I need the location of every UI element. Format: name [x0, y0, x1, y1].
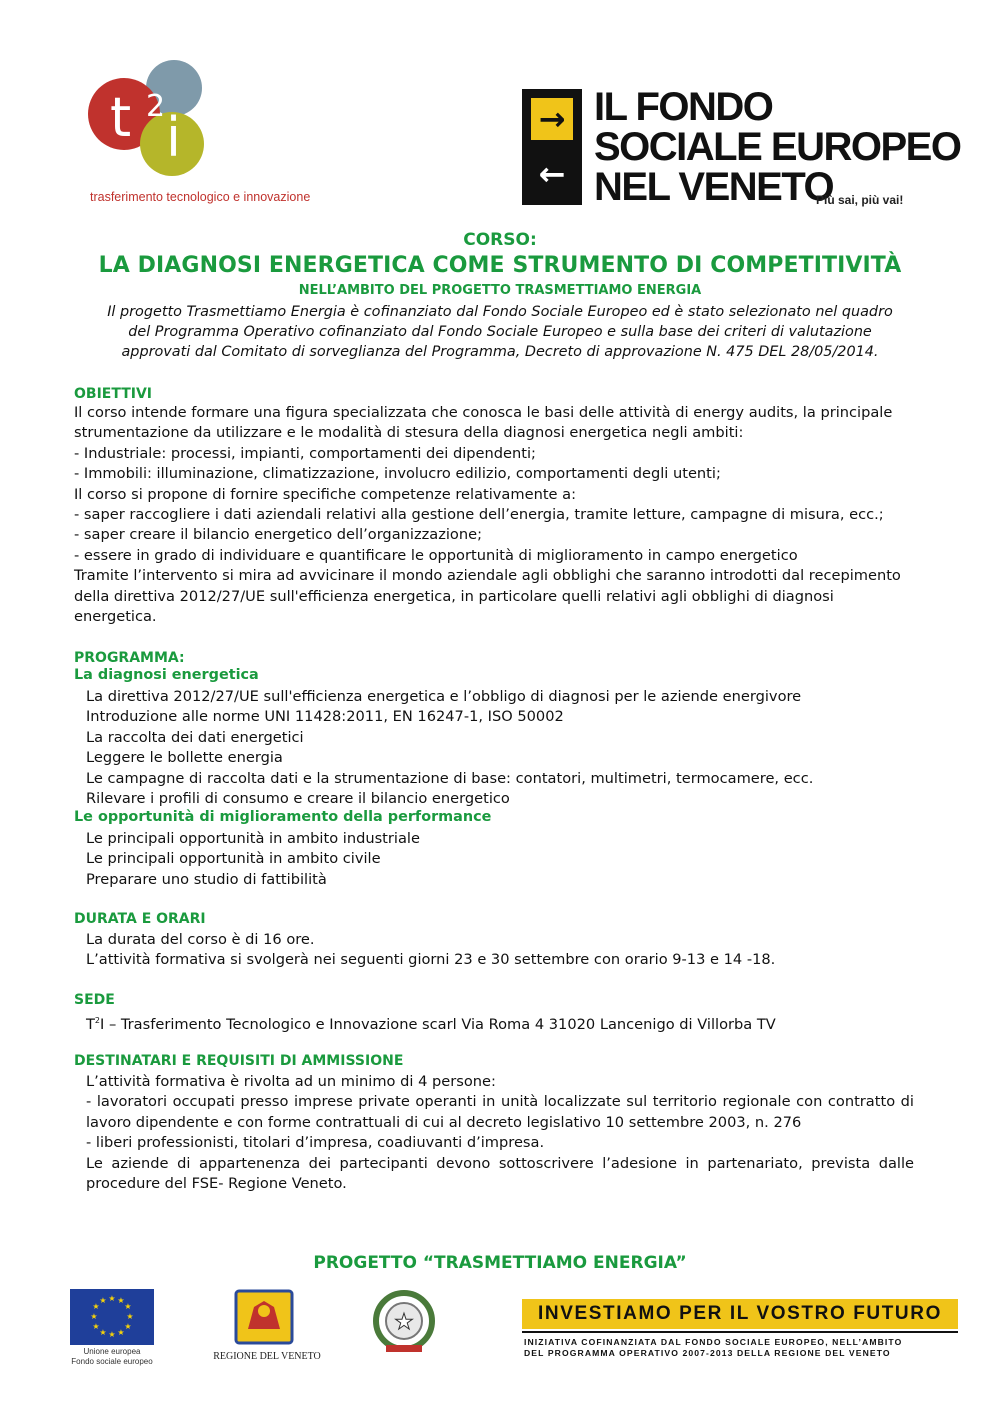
durata-line: L’attività formativa si svolgerà nei seguenti giorni 23 e 30 settembre con orario 9-13 e 14 -18. — [86, 951, 776, 969]
italian-republic-emblem — [372, 1289, 436, 1355]
regione-veneto-logo — [212, 1289, 322, 1369]
programma-section-items — [86, 687, 813, 809]
course-intro — [90, 302, 910, 362]
list-item: Rilevare i profili di consumo e creare il bilancio energetico — [86, 790, 510, 808]
fse-arrow-panel — [522, 89, 582, 205]
svg-text:★: ★ — [108, 1330, 116, 1339]
svg-text:★: ★ — [99, 1296, 107, 1305]
t2i-circles-icon — [88, 58, 218, 178]
fse-line-3: NEL VENETO — [594, 165, 834, 209]
svg-text:i: i — [166, 106, 182, 169]
destinatari-closing: Le aziende di appartenenza dei partecipanti devono sottoscrivere l’adesione in partenariato, prevista dalle procedure del FSE- Regione Veneto. — [86, 1154, 914, 1193]
svg-text:★: ★ — [126, 1312, 134, 1321]
svg-text:2: 2 — [146, 89, 166, 124]
svg-text:★: ★ — [124, 1322, 132, 1331]
eu-caption — [62, 1347, 162, 1367]
obiettivi-line: Tramite l’intervento si mira ad avvicinare il mondo aziendale agli obblighi che saranno introdotti dal recepimento — [74, 567, 901, 585]
veneto-caption: REGIONE DEL VENETO — [213, 1351, 321, 1362]
arrow-left-icon: ← — [538, 155, 566, 193]
sede-text: I – Trasferimento Tecnologico e Innovazione scarl Via Roma 4 31020 Lancenigo di Villorba TV — [100, 1015, 776, 1033]
obiettivi-line: - Immobili: illuminazione, climatizzazione, involucro edilizio, comportamenti degli utenti; — [74, 465, 721, 483]
programma-section-title: La diagnosi energetica — [74, 667, 259, 683]
svg-text:t: t — [110, 86, 132, 149]
destinatari-heading: DESTINATARI E REQUISITI DI AMMISSIONE — [74, 1053, 404, 1069]
list-item: Le principali opportunità in ambito industriale — [86, 830, 420, 847]
svg-text:★: ★ — [117, 1328, 125, 1337]
obiettivi-line: - saper raccogliere i dati aziendali relativi alla gestione dell’energia, tramite letture, campagne di misura, ecc.; — [74, 506, 884, 524]
eu-logo — [70, 1289, 154, 1369]
list-item: Leggere le bollette energia — [86, 749, 283, 767]
durata-line: La durata del corso è di 16 ore. — [86, 931, 315, 948]
obiettivi-line: - saper creare il bilancio energetico dell’organizzazione; — [74, 526, 482, 544]
list-item: Preparare uno studio di fattibilità — [86, 870, 327, 888]
investiamo-line: INIZIATIVA COFINANZIATA DAL FONDO SOCIALE EUROPEO, NELL’AMBITO — [524, 1337, 903, 1347]
svg-text:★: ★ — [124, 1302, 132, 1311]
lion-of-st-mark-icon — [234, 1289, 294, 1345]
eu-flag-icon — [70, 1289, 154, 1345]
investiamo-lines — [524, 1337, 958, 1359]
course-subtitle: NELL’AMBITO DEL PROGETTO TRASMETTIAMO ENERGIA — [298, 283, 702, 298]
investiamo-banner — [522, 1299, 958, 1365]
svg-text:★: ★ — [117, 1296, 125, 1305]
obiettivi-line: Il corso intende formare una figura specializzata che conosca le basi delle attività di energy audits, la principale — [74, 404, 893, 421]
obiettivi-line: della direttiva 2012/27/UE sull'efficienza energetica, in particolare quelli relativi agli obblighi di diagnosi — [74, 587, 834, 605]
svg-text:★: ★ — [99, 1328, 107, 1337]
programma-heading: PROGRAMMA: — [74, 650, 185, 666]
obiettivi-body — [74, 403, 901, 627]
eu-caption-line: Unione europea — [83, 1347, 141, 1356]
obiettivi-line: strumentazione da utilizzare e le modalità di stesura della diagnosi energetica negli ambiti: — [74, 424, 744, 442]
destinatari-item: - liberi professionisti, titolari d’impresa, coadiuvanti d’impresa. — [86, 1134, 545, 1152]
destinatari-body — [86, 1072, 914, 1194]
investiamo-title-box — [522, 1299, 958, 1329]
svg-text:★: ★ — [90, 1312, 98, 1321]
obiettivi-line: - Industriale: processi, impianti, comportamenti dei dipendenti; — [74, 444, 536, 462]
svg-text:★: ★ — [92, 1322, 100, 1331]
t2i-caption: trasferimento tecnologico e innovazione — [90, 190, 311, 204]
fse-veneto-logo — [522, 85, 961, 209]
sede-heading: SEDE — [74, 992, 115, 1008]
eu-caption-line: Fondo sociale europeo — [71, 1357, 153, 1366]
course-label: CORSO: — [463, 230, 537, 250]
list-item: Le principali opportunità in ambito civile — [86, 850, 381, 868]
intro-line: del Programma Operativo cofinanziato dal Fondo Sociale Europeo e sulla base dei criteri di valutazione — [128, 324, 872, 340]
footer-project: PROGETTO “TRASMETTIAMO ENERGIA” — [313, 1253, 687, 1273]
destinatari-intro: L’attività formativa è rivolta ad un minimo di 4 persone: — [86, 1073, 496, 1090]
durata-heading: DURATA E ORARI — [74, 911, 206, 927]
t2i-logo — [88, 58, 338, 208]
destinatari-item: - lavoratori occupati presso imprese private operanti in unità localizzate sul territorio regionale con contratto di lavoro dipendente e con forme contrattuali di cui al decreto legislativo 10 settembre 2003, n. 276 — [86, 1093, 914, 1131]
investiamo-rule — [522, 1331, 958, 1333]
programma-section-items — [86, 829, 420, 890]
fse-tagline: Più sai, più vai! — [816, 193, 904, 207]
intro-line: Il progetto Trasmettiamo Energia è cofinanziato dal Fondo Sociale Europeo ed è stato selezionato nel quadro — [107, 304, 893, 320]
sede-prefix: T — [86, 1015, 95, 1033]
obiettivi-heading: OBIETTIVI — [74, 386, 153, 402]
obiettivi-line: - essere in grado di individuare e quantificare le opportunità di miglioramento in campo energetico — [74, 546, 798, 564]
svg-text:★: ★ — [108, 1294, 116, 1303]
course-title: LA DIAGNOSI ENERGETICA COME STRUMENTO DI COMPETITIVITÀ — [98, 253, 902, 278]
obiettivi-line: Il corso si propone di fornire specifiche competenze relativamente a: — [74, 485, 577, 503]
programma-section-title: Le opportunità di miglioramento della performance — [74, 809, 492, 825]
intro-line: approvati dal Comitato di sorveglianza del Programma, Decreto di approvazione N. 475 DEL 28/05/2014. — [121, 344, 879, 360]
obiettivi-line: energetica. — [74, 608, 157, 626]
sede-sup: 2 — [94, 1016, 101, 1025]
fse-line-1: IL FONDO — [594, 85, 773, 129]
list-item: Introduzione alle norme UNI 11428:2011, EN 16247-1, ISO 50002 — [86, 708, 564, 726]
svg-text:★: ★ — [394, 1310, 414, 1335]
list-item: Le campagne di raccolta dati e la strumentazione di base: contatori, multimetri, termocamere, ecc. — [86, 769, 814, 787]
fse-line-2: SOCIALE EUROPEO — [594, 125, 961, 169]
svg-text:★: ★ — [92, 1302, 100, 1311]
list-item: La raccolta dei dati energetici — [86, 728, 304, 746]
republic-star-emblem-icon — [372, 1289, 436, 1355]
investiamo-title: INVESTIAMO PER IL VOSTRO FUTURO — [538, 1303, 942, 1324]
list-item: La direttiva 2012/27/UE sull'efficienza energetica e l’obbligo di diagnosi per le aziende energivore — [86, 688, 802, 705]
durata-body — [86, 930, 775, 971]
sede-address — [86, 1011, 776, 1035]
arrow-right-icon: → — [538, 100, 566, 138]
investiamo-line: DEL PROGRAMMA OPERATIVO 2007-2013 DELLA REGIONE DEL VENETO — [524, 1348, 891, 1358]
